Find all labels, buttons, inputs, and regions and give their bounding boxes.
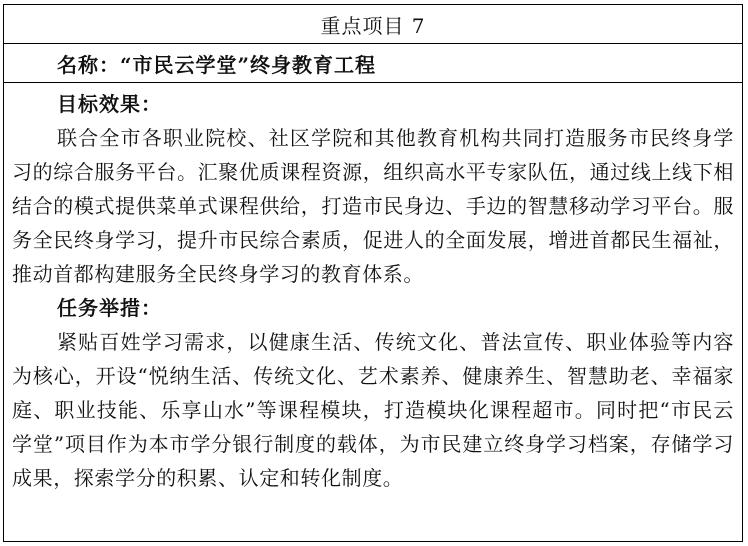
section-heading-measures: 任务举措： [57,296,162,320]
project-body [4,83,742,495]
project-name: 名称：“市民云学堂”终身教育工程 [57,52,377,77]
project-number-title: 重点项目 7 [320,13,426,38]
section-goals [12,87,734,291]
project-table [3,4,743,542]
section-text-goals: 联合全市各职业院校、社区学院和其他教育机构共同打造服务市民终身学习的综合服务平台。汇聚优质课程资源，组织高水平专家队伍，通过线上线下相结合的模式提供菜单式课程供给，打造市民身边、手边的智慧移动学习平台。服务全民终身学习，提升市民综合素质，促进人的全面发展，增进首都民生福祉，推动首都构建服务全民终身学习的教育体系。 [12,126,734,286]
section-heading-goals: 目标效果： [57,92,162,116]
table-header-row [4,5,742,44]
project-name-row [4,44,742,83]
section-text-measures: 紧贴百姓学习需求，以健康生活、传统文化、普法宣传、职业体验等内容为核心，开设“悦纳生活、传统文化、艺术素养、健康养生、智慧助老、幸福家庭、职业技能、乐享山水”等课程模块，打造模块化课程超市。同时把“市民云学堂”项目作为本市学分银行制度的载体，为市民建立终身学习档案，存储学习成果，探索学分的积累、认定和转化制度。 [12,330,734,490]
section-measures [12,291,734,495]
